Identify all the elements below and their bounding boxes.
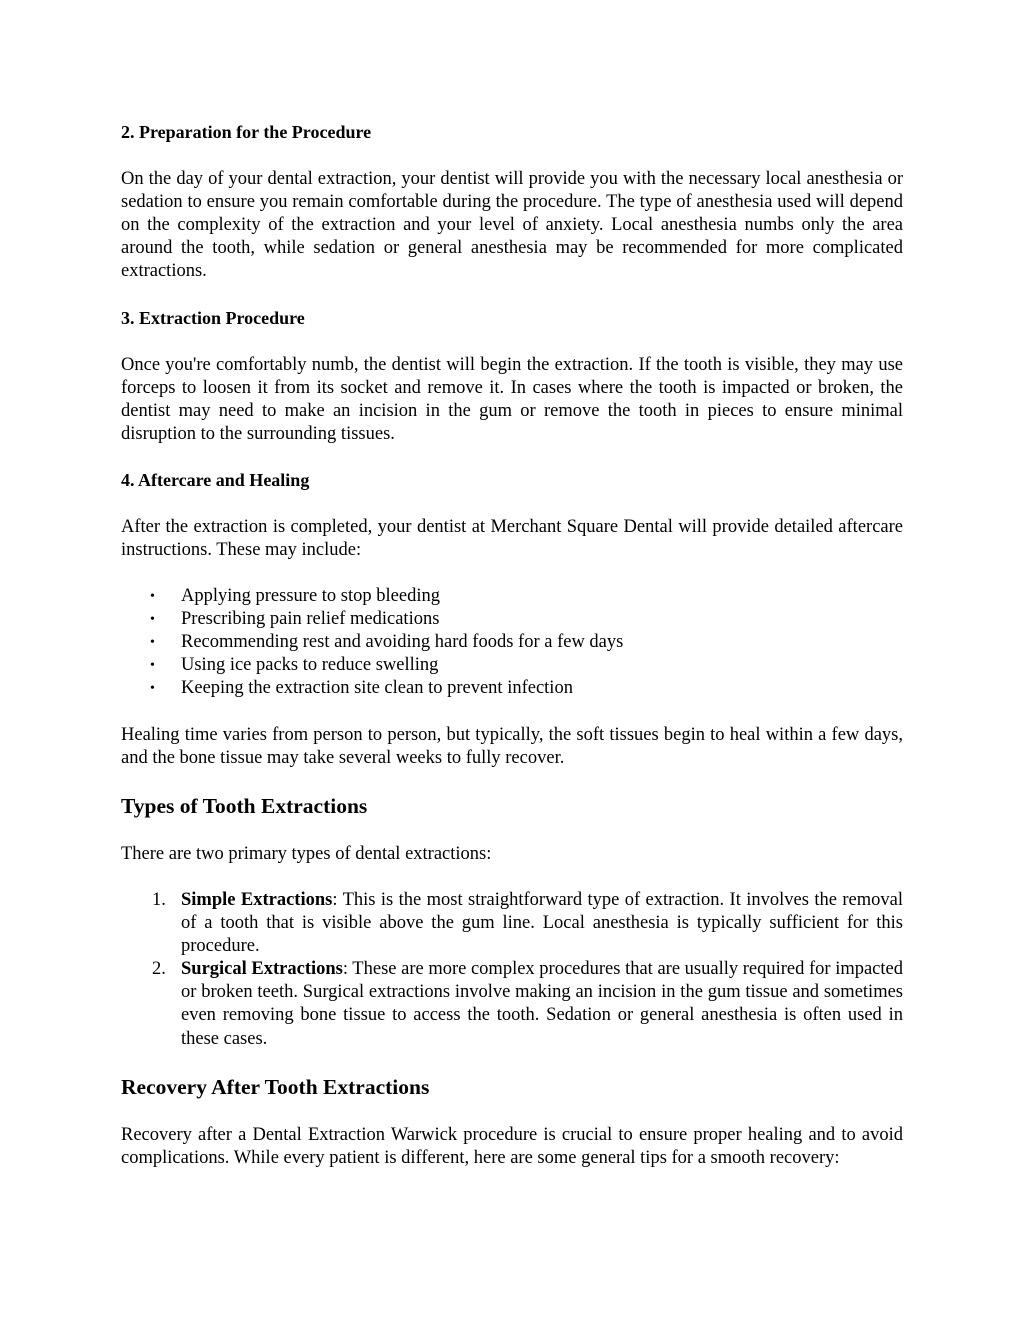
- bullet-icon: •: [150, 681, 155, 697]
- list-item: [121, 654, 903, 677]
- paragraph-preparation: On the day of your dental extraction, your dentist will provide you with the necessary local anesthesia or sedation to ensure you remain comfortable during the procedure. The type of anesthesia used will depend on the complexity of the extraction and your level of anxiety. Local anesthesia numbs only the area around the tooth, while sedation or general anesthesia may be recommended for more complicated extractions.: [121, 169, 903, 282]
- bullet-icon: •: [150, 635, 155, 651]
- bullet-icon: •: [150, 612, 155, 628]
- paragraph-recovery: Recovery after a Dental Extraction Warwick procedure is crucial to ensure proper healing and to avoid complications. While every patient is different, here are some general tips for a smooth recovery:: [121, 1125, 903, 1169]
- extraction-types-list: [121, 889, 903, 1051]
- bullet-icon: •: [150, 658, 155, 674]
- list-item-term: Surgical Extractions: [181, 959, 343, 980]
- aftercare-bullet-list: [121, 585, 903, 700]
- paragraph-aftercare-intro: After the extraction is completed, your dentist at Merchant Square Dental will provide detailed aftercare instructions. These may include:: [121, 517, 903, 561]
- bullet-icon: •: [150, 589, 155, 604]
- list-item-text: Using ice packs to reduce swelling: [181, 655, 439, 676]
- list-item-text: Keeping the extraction site clean to prevent infection: [181, 678, 573, 699]
- heading-types-of-extractions: Types of Tooth Extractions: [121, 794, 368, 818]
- list-item: [121, 608, 903, 631]
- list-item-text: Applying pressure to stop bleeding: [181, 586, 440, 606]
- list-item: [121, 631, 903, 654]
- list-item: [121, 889, 903, 958]
- list-item: [121, 677, 903, 700]
- section-heading-extraction: 3. Extraction Procedure: [121, 308, 305, 328]
- heading-recovery: Recovery After Tooth Extractions: [121, 1075, 430, 1099]
- list-number: 2.: [152, 959, 166, 980]
- list-item: [121, 958, 903, 1050]
- list-item-text: Recommending rest and avoiding hard foods for a few days: [181, 632, 624, 653]
- paragraph-types-intro: There are two primary types of dental extractions:: [121, 844, 492, 864]
- list-item: [121, 585, 903, 608]
- list-item-term: Simple Extractions: [181, 890, 333, 910]
- paragraph-extraction: Once you're comfortably numb, the dentist will begin the extraction. If the tooth is visible, they may use forceps to loosen it from its socket and remove it. In cases where the tooth is impacted or broken, the dentist may need to make an incision in the gum or remove the tooth in pieces to ensure minimal disruption to the surrounding tissues.: [121, 355, 903, 445]
- list-number: 1.: [152, 890, 166, 910]
- section-heading-aftercare: 4. Aftercare and Healing: [121, 470, 310, 490]
- section-heading-preparation: 2. Preparation for the Procedure: [121, 122, 372, 142]
- paragraph-healing: Healing time varies from person to person, but typically, the soft tissues begin to heal within a few days, and the bone tissue may take several weeks to fully recover.: [121, 725, 903, 769]
- list-item-description: : This is the most straightforward type of extraction. It involves the removal of a tooth that is visible above the gum line. Local anesthesia is typically sufficient for this procedure.: [181, 890, 903, 957]
- list-item-description: : These are more complex procedures that are usually required for impacted or broken teeth. Surgical extractions involve making an incision in the gum tissue and sometimes even removing bone tissue to access the tooth. Sedation or general anesthesia is often used in these cases.: [181, 959, 903, 1049]
- list-item-text: Prescribing pain relief medications: [181, 609, 440, 630]
